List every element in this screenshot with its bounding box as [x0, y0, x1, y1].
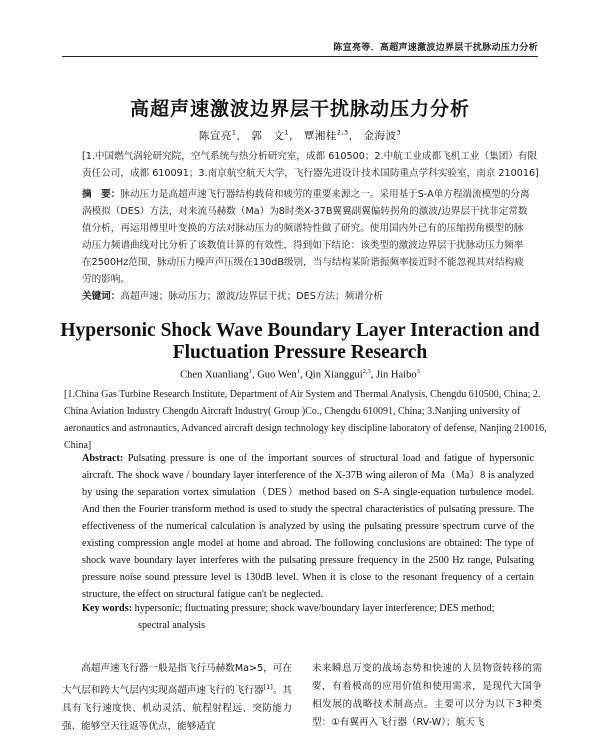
en-author-name: Qin Xianggui: [305, 369, 363, 381]
chinese-affiliation: [1.中国燃气涡轮研究院，空气系统与热分析研究室，成都 610500；2.中航工业成都飞机工业（集团）有限责任公司，成都 610091；3.南京航空航天大学，飞行器先进设计技术国防重点学科实验室，南京 210016]: [82, 151, 539, 179]
en-author-affil-mark: 1: [248, 368, 252, 375]
english-authors: [0, 368, 600, 381]
cn-author-name: 陈宣亮: [198, 130, 232, 142]
en-author-sep: ,: [299, 369, 306, 381]
en-author-name: Guo Wen: [257, 369, 297, 381]
cn-author-affil-mark: 2,3: [336, 128, 349, 137]
en-author-affil-mark: 2,3: [362, 368, 371, 375]
running-head: 陈宣亮等．高超声速激波边界层干扰脉动压力分析: [333, 43, 538, 53]
cn-keywords-label: 关键词：: [82, 291, 121, 302]
citation-ref: [1]: [263, 683, 273, 691]
cn-author-affil-mark: 3: [396, 128, 402, 137]
body-left-text-cont: 。其具有飞行速度快、机动灵活、航程射程远、突防能力强、能够空天往返等优点，能够适宜: [62, 685, 293, 733]
en-author-name: Jin Haibo: [376, 369, 417, 381]
english-keywords: [82, 600, 534, 634]
english-affiliation: [1.China Gas Turbine Research Institute, Department of Air System and Thermal Analysis, Chengdu 610500, China; 2. China Aviation Industry Chengdu Aircraft Industry( Group )Co., Chengdu 610091, China; 3.Nanjing university of aeronautics and astronautics, Advanced aircraft design technology key discipline laboratory of defense, Nanjing 210016, China]: [64, 389, 547, 451]
en-author-sep: ,: [251, 369, 258, 381]
body-column-right: 未来瞬息万变的战场态势和快速的人员物资转移的需要，有着极高的应用价值和使用需求，是现代大国争相发展的战略技术制高点。主要可以分为以下3种类型：①有翼再入飞行器（RV-W）；航天飞: [312, 663, 542, 728]
cn-author-affil-mark: 1: [231, 128, 237, 137]
cn-keywords-text: 高超声速；脉动压力；激波/边界层干扰；DES方法；频谱分析: [120, 291, 383, 302]
en-author-affil-mark: 1: [296, 368, 300, 375]
en-abstract-text: Pulsating pressure is one of the important sources of structural load and fatigue of hypersonic aircraft. The shock wave / boundary layer interference of the X-37B wing aileron of Ma（Ma）8 is analyzed by using the separation vortex simulation（DES）method based on S-A single-equation turbulence model. And then the Fourier transform method is used to study the spectral characteristics of pulsating pressure. The effectiveness of the numerical calculation is analyzed by using the pulsating pressure spectrum curve of the existing compression angle model at home and abroad. The following conclusions are obtained: The type of shock wave boundary layer interferes with the pulsating pressure frequency in the 2500 Hz range, Pulsating pressure noise sound pressure level is 130dB level. When it is close to the resonant frequency of a certain structure, the effect on structural fatigue can't be neglected.: [82, 453, 534, 600]
en-abstract-label: Abstract:: [82, 453, 124, 464]
en-keywords-line1: hypersonic; fluctuating pressure; shock wave/boundary layer interference; DES method;: [134, 603, 495, 614]
cn-author-sep: ，: [288, 130, 300, 142]
en-author-affil-mark: 3: [416, 368, 420, 375]
en-keywords-label: Key words:: [82, 603, 133, 614]
body-left-text: 高超声速飞行器一般是指飞行马赫数Ma>5，可在大气层和跨大气层内实现高超声速飞行的飞行器: [62, 663, 292, 697]
cn-author-name: 金海波: [363, 130, 397, 142]
cn-author-name: 覃湘桂: [303, 130, 337, 142]
en-keywords-line2: spectral analysis: [138, 620, 206, 631]
english-abstract: [82, 450, 534, 603]
cn-abstract-label: 摘 要：: [82, 189, 121, 200]
chinese-abstract: [82, 186, 532, 288]
chinese-authors: [0, 128, 600, 143]
en-author-sep: ,: [370, 369, 377, 381]
cn-author-affil-mark: 1: [284, 128, 289, 137]
cn-author-sep: ，: [236, 130, 248, 142]
chinese-keywords: [82, 288, 532, 305]
header-rule: [62, 56, 538, 57]
english-title: Hypersonic Shock Wave Boundary Layer Interaction and Fluctuation Pressure Research: [60, 320, 540, 363]
cn-author-sep: ，: [348, 130, 360, 142]
en-author-name: Chen Xuanliang: [180, 369, 249, 381]
cn-author-name: 郭 文: [251, 130, 285, 142]
cn-abstract-text: 脉动压力是高超声速飞行器结构载荷和疲劳的重要来源之一。采用基于S-A单方程湍流模型的分离涡模拟（DES）方法，对来流马赫数（Ma）为8时类X-37B翼翼副翼偏转拐角的激波/边界层干扰非定常数值分析，再运用傅里叶变换的方法对脉动压力的频谱特性做了研究。使用国内外已有的压缩拐角模型的脉动压力频谱曲线对比分析了该数值计算的有效性，得到如下结论：该类型的激波边界层干扰脉动压力频率在2500Hz范围，脉动压力噪声声压级在130dB级别，当与结构某阶谐振频率接近时不能忽视其对结构疲劳的影响。: [82, 189, 530, 285]
chinese-title: 高超声速激波边界层干扰脉动压力分析: [129, 98, 470, 120]
body-column-left: [62, 660, 292, 736]
